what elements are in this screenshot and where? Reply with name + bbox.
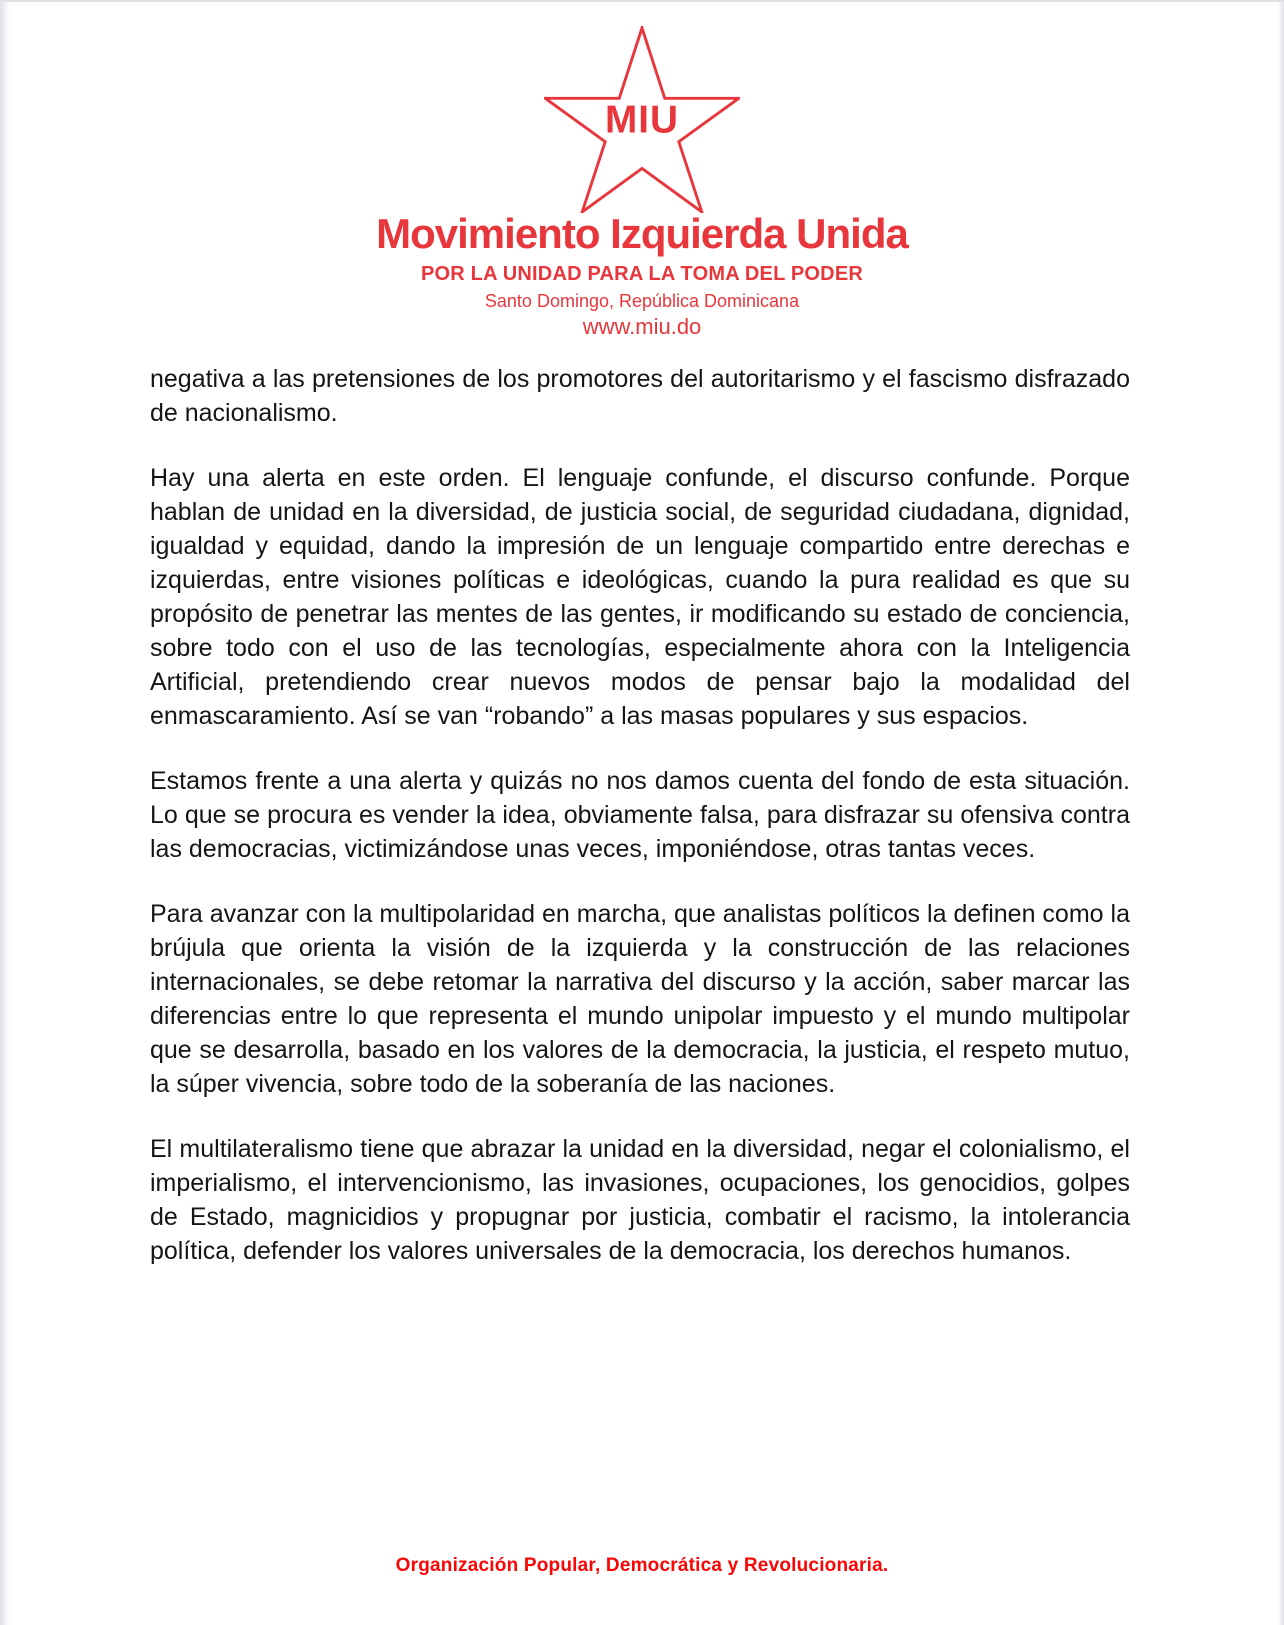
paragraph-2: Hay una alerta en este orden. El lenguaje confunde, el discurso confunde. Porque hablan de unidad en la diversidad, de justicia social, de seguridad ciudadana, dignidad, igualdad y equidad, dando la impresión de un lenguaje compartido entre derechas e izquierdas, entre visiones políticas e ideológicas, cuando la pura realidad es que su propósito de penetrar las mentes de las gentes, ir modificando su estado de conciencia, sobre todo con el uso de las tecnologías, especialmente ahora con la Inteligencia Artificial, pretendiendo crear nuevos modos de pensar bajo la modalidad del enmascaramiento. Así se van “robando” a las masas populares y sus espacios. [150,464,1130,731]
org-name: Movimiento Izquierda Unida [376,210,908,257]
org-website: www.miu.do [582,314,702,340]
paragraph-5: El multilateralismo tiene que abrazar la unidad en la diversidad, negar el colonialismo, el imperialismo, el intervencionismo, las invasiones, ocupaciones, los genocidios, golpes de Estado, magnicidios y propugnar por justicia, combatir el racismo, la intolerancia política, defender los valores universales de la democracia, los derechos humanos. [150,1135,1130,1266]
logo-acronym: MIU [605,98,679,142]
paragraph-4: Para avanzar con la multipolaridad en marcha, que analistas políticos la definen como la brújula que orienta la visión de la izquierda y la construcción de las relaciones internacionales, se debe retomar la narrativa del discurso y la acción, saber marcar las diferencias entre lo que representa el mundo unipolar impuesto y el mundo multipolar que se desarrolla, basado en los valores de la democracia, la justicia, el respeto mutuo, la súper vivencia, sobre todo de la soberanía de las naciones. [150,900,1130,1099]
letter-footer [0,1555,1284,1577]
letter-body [150,362,1130,1268]
org-location: Santo Domingo, República Dominicana [484,291,800,312]
page-right-edge [1278,0,1284,1625]
org-slogan: POR LA UNIDAD PARA LA TOMA DEL PODER [420,263,864,286]
letterhead [0,0,1284,340]
paragraph-1: negativa a las pretensiones de los promotores del autoritarismo y el fascismo disfrazado de nacionalismo. [150,365,1130,428]
paragraph-3: Estamos frente a una alerta y quizás no nos damos cuenta del fondo de esta situación. Lo que se procura es vender la idea, obviamente falsa, para disfrazar su ofensiva contra las democracias, victimizándose unas veces, imponiéndose, otras tantas veces. [150,767,1130,864]
page-left-edge [0,0,10,1625]
org-motto: Organización Popular, Democrática y Revolucionaria. [395,1555,889,1576]
miu-star-logo [544,26,740,213]
page-top-edge [0,0,1284,2]
